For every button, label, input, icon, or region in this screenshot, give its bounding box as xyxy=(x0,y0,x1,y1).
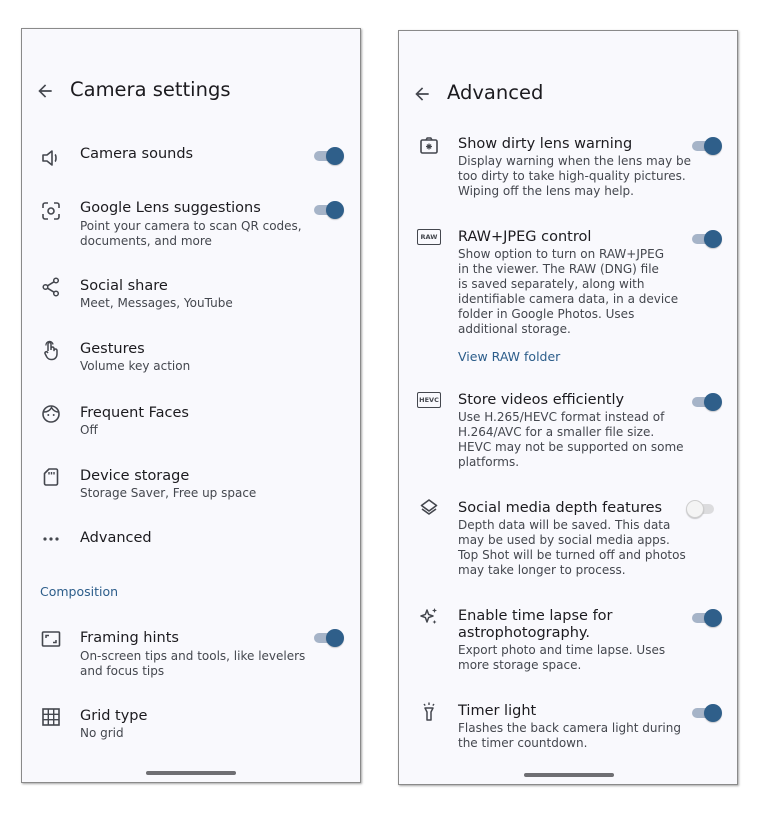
camera-sounds-toggle[interactable] xyxy=(314,146,344,166)
setting-frequent-faces[interactable] xyxy=(22,402,360,442)
setting-subtitle: Off xyxy=(80,423,98,437)
setting-social-share[interactable] xyxy=(22,275,360,315)
raw-icon-label: RAW xyxy=(417,229,441,245)
setting-subtitle: No grid xyxy=(80,726,124,740)
gesture-nav-handle[interactable] xyxy=(524,773,614,777)
setting-subtitle: On-screen tips and tools, like levelers xyxy=(80,649,306,663)
setting-social-media-depth-features[interactable] xyxy=(399,497,737,577)
setting-subtitle: Export photo and time lapse. Uses xyxy=(458,643,666,657)
google-lens-toggle[interactable] xyxy=(314,200,344,220)
setting-title: Grid type xyxy=(80,708,148,724)
setting-timer-light[interactable] xyxy=(399,700,737,750)
hevc-icon-label: HEVC xyxy=(417,392,441,408)
setting-subtitle: more storage space. xyxy=(458,658,582,672)
camera-settings-screen xyxy=(21,28,361,783)
setting-subtitle: platforms. xyxy=(458,455,520,469)
timer-light-toggle[interactable] xyxy=(692,703,722,723)
setting-title: Social share xyxy=(80,278,168,294)
setting-title: RAW+JPEG control xyxy=(458,229,592,245)
setting-title: Enable time lapse for xyxy=(458,608,613,624)
setting-raw-jpeg-control[interactable] xyxy=(399,226,737,366)
setting-camera-sounds[interactable] xyxy=(22,141,360,177)
back-arrow-icon[interactable] xyxy=(412,84,432,104)
setting-subtitle: Depth data will be saved. This data xyxy=(458,518,671,532)
setting-gestures[interactable] xyxy=(22,338,360,378)
setting-device-storage[interactable] xyxy=(22,465,360,505)
setting-title: Store videos efficiently xyxy=(458,392,625,408)
setting-subtitle: H.264/AVC for a smaller file size. xyxy=(458,425,655,439)
setting-subtitle: additional storage. xyxy=(458,322,571,336)
setting-subtitle: documents, and more xyxy=(80,234,212,248)
setting-subtitle: Top Shot will be turned off and photos xyxy=(458,548,686,562)
dirty-lens-icon xyxy=(417,134,441,158)
back-arrow-icon[interactable] xyxy=(35,81,55,101)
page-title: Camera settings xyxy=(70,78,231,101)
setting-subtitle: is saved separately, along with xyxy=(458,277,645,291)
more-horiz-icon xyxy=(39,527,63,551)
time-lapse-toggle[interactable] xyxy=(692,608,722,628)
setting-title: Gestures xyxy=(80,341,145,357)
setting-google-lens-suggestions[interactable] xyxy=(22,197,360,253)
flashlight-icon xyxy=(417,700,441,724)
gesture-hand-icon xyxy=(39,338,63,362)
setting-title: Camera sounds xyxy=(80,146,194,162)
setting-subtitle: Flashes the back camera light during xyxy=(458,721,681,735)
setting-subtitle: Use H.265/HEVC format instead of xyxy=(458,410,665,424)
view-raw-folder-link[interactable]: View RAW folder xyxy=(458,349,561,364)
setting-subtitle: may be used by social media apps. xyxy=(458,533,670,547)
page-title: Advanced xyxy=(447,81,544,104)
dirty-lens-toggle[interactable] xyxy=(692,136,722,156)
setting-subtitle: Wiping off the lens may help. xyxy=(458,184,634,198)
setting-subtitle: the timer countdown. xyxy=(458,736,588,750)
setting-subtitle: Volume key action xyxy=(80,359,191,373)
setting-subtitle: may take longer to process. xyxy=(458,563,626,577)
setting-subtitle: identifiable camera data, in a device xyxy=(458,292,679,306)
setting-subtitle: Show option to turn on RAW+JPEG xyxy=(458,247,665,261)
store-videos-efficiently-toggle[interactable] xyxy=(692,392,722,412)
framing-icon xyxy=(39,627,63,651)
sparkle-icon xyxy=(417,605,441,629)
setting-subtitle: Storage Saver, Free up space xyxy=(80,486,257,500)
setting-title: Show dirty lens warning xyxy=(458,136,633,152)
setting-subtitle: in the viewer. The RAW (DNG) file xyxy=(458,262,659,276)
gesture-nav-handle[interactable] xyxy=(146,771,236,775)
setting-framing-hints[interactable] xyxy=(22,627,360,683)
setting-title: Advanced xyxy=(80,530,152,546)
setting-subtitle: HEVC may not be supported on some xyxy=(458,440,684,454)
layers-icon xyxy=(417,496,441,520)
setting-title: Framing hints xyxy=(80,630,179,646)
google-lens-icon xyxy=(39,199,63,223)
setting-subtitle: and focus tips xyxy=(80,664,165,678)
setting-subtitle: folder in Google Photos. Uses xyxy=(458,307,635,321)
section-header-composition: Composition xyxy=(40,584,119,599)
raw-jpeg-toggle[interactable] xyxy=(692,229,722,249)
sd-card-icon xyxy=(39,465,63,489)
face-icon xyxy=(39,402,63,426)
grid-icon xyxy=(39,705,63,729)
raw-icon xyxy=(417,225,441,249)
top-app-bar xyxy=(399,31,737,104)
volume-icon xyxy=(39,146,63,170)
setting-title: Device storage xyxy=(80,468,190,484)
setting-title: Frequent Faces xyxy=(80,405,189,421)
setting-time-lapse-astrophotography[interactable] xyxy=(399,605,737,672)
setting-title: Timer light xyxy=(458,703,537,719)
advanced-settings-screen xyxy=(398,30,738,785)
framing-hints-toggle[interactable] xyxy=(314,628,344,648)
setting-dirty-lens-warning[interactable] xyxy=(399,133,737,203)
setting-title: Google Lens suggestions xyxy=(80,200,261,216)
setting-title: Social media depth features xyxy=(458,500,663,516)
setting-advanced[interactable] xyxy=(22,527,360,551)
hevc-icon xyxy=(417,388,441,412)
setting-subtitle: Point your camera to scan QR codes, xyxy=(80,219,302,233)
share-icon xyxy=(39,275,63,299)
setting-subtitle: too dirty to take high-quality pictures. xyxy=(458,169,686,183)
setting-title: astrophotography. xyxy=(458,625,591,641)
setting-subtitle: Meet, Messages, YouTube xyxy=(80,296,233,310)
setting-grid-type[interactable] xyxy=(22,705,360,745)
setting-store-videos-efficiently[interactable] xyxy=(399,389,737,469)
setting-subtitle: Display warning when the lens may be xyxy=(458,154,691,168)
top-app-bar xyxy=(22,29,360,101)
social-media-depth-toggle[interactable] xyxy=(686,499,716,519)
